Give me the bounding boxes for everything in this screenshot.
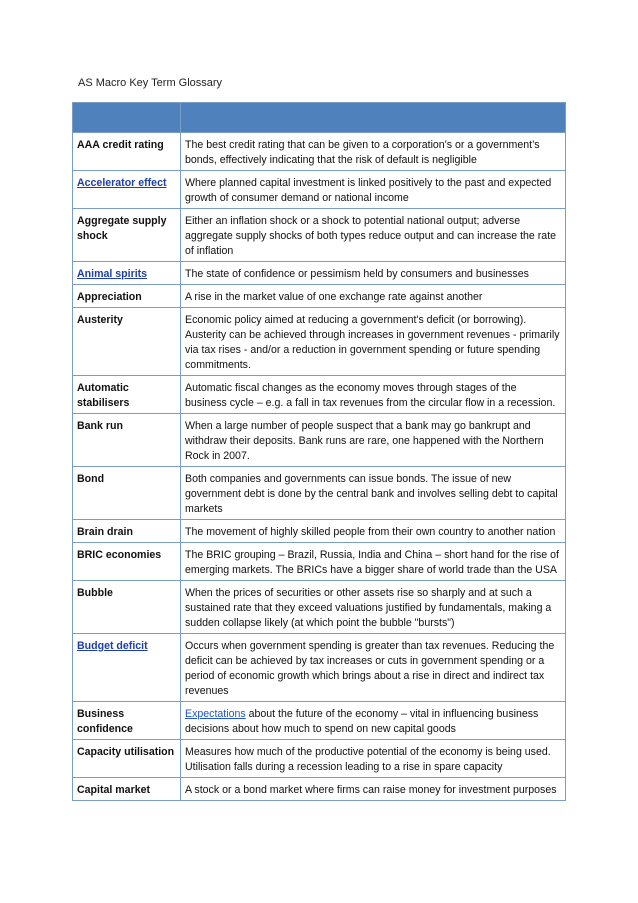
term-cell xyxy=(73,171,181,209)
table-row xyxy=(73,262,566,285)
term-cell: Bank run xyxy=(73,414,181,467)
term-link[interactable]: Animal spirits xyxy=(77,268,148,280)
definition-cell xyxy=(181,702,566,740)
document-title: AS Macro Key Term Glossary xyxy=(78,77,223,89)
table-row xyxy=(73,702,566,740)
term-link[interactable]: Budget deficit xyxy=(77,640,148,652)
definition-cell: A stock or a bond market where firms can raise money for investment purposes xyxy=(181,778,566,801)
term-cell xyxy=(73,262,181,285)
definition-cell: Occurs when government spending is greater than tax revenues. Reducing the deficit can be achieved by tax increases or cuts in government spending or a period of economic growth which brings about a rise in direct and indirect tax revenues xyxy=(181,634,566,702)
definition-cell: The state of confidence or pessimism held by consumers and businesses xyxy=(181,262,566,285)
term-cell: Aggregate supply shock xyxy=(73,209,181,262)
definition-cell: Automatic fiscal changes as the economy moves through stages of the business cycle – e.g. a fall in tax revenues from the circular flow in a recession. xyxy=(181,376,566,414)
definition-link[interactable]: Expectations xyxy=(185,708,246,720)
definition-text: about the future of the economy – vital in influencing business decisions about how much to spend on new capital goods xyxy=(185,708,539,735)
table-row xyxy=(73,740,566,778)
definition-cell: The best credit rating that can be given to a corporation's or a government’s bonds, effectively indicating that the risk of default is negligible xyxy=(181,133,566,171)
term-cell: Bubble xyxy=(73,581,181,634)
term-link[interactable]: Accelerator effect xyxy=(77,177,167,189)
term-cell: Capital market xyxy=(73,778,181,801)
term-cell: Austerity xyxy=(73,308,181,376)
table-row xyxy=(73,543,566,581)
definition-cell: When the prices of securities or other assets rise so sharply and at such a sustained rate that they exceed valuations justified by fundamentals, making a sudden collapse likely (at which point the bubble "bursts") xyxy=(181,581,566,634)
table-row xyxy=(73,467,566,520)
term-cell: BRIC economies xyxy=(73,543,181,581)
header-cell-term xyxy=(73,103,181,133)
definition-cell: Economic policy aimed at reducing a government's deficit (or borrowing). Austerity can be achieved through increases in government revenues - primarily via tax rises - and/or a reduction in government spending or future spending commitments. xyxy=(181,308,566,376)
table-row xyxy=(73,133,566,171)
table-row xyxy=(73,778,566,801)
table-row xyxy=(73,520,566,543)
definition-cell: When a large number of people suspect that a bank may go bankrupt and withdraw their deposits. Bank runs are rare, one happened with the Northern Rock in 2007. xyxy=(181,414,566,467)
definition-cell: The BRIC grouping – Brazil, Russia, India and China – short hand for the rise of emerging markets. The BRICs have a bigger share of world trade than the USA xyxy=(181,543,566,581)
term-cell: Capacity utilisation xyxy=(73,740,181,778)
table-header-row xyxy=(73,103,566,133)
term-cell: Bond xyxy=(73,467,181,520)
header-cell-definition xyxy=(181,103,566,133)
table-row xyxy=(73,414,566,467)
table-row xyxy=(73,634,566,702)
definition-cell: Where planned capital investment is linked positively to the past and expected growth of consumer demand or national income xyxy=(181,171,566,209)
term-cell: Appreciation xyxy=(73,285,181,308)
table-row xyxy=(73,376,566,414)
table-row xyxy=(73,308,566,376)
definition-cell: A rise in the market value of one exchange rate against another xyxy=(181,285,566,308)
definition-cell: Both companies and governments can issue bonds. The issue of new government debt is done by the central bank and involves selling debt to capital markets xyxy=(181,467,566,520)
table-row xyxy=(73,285,566,308)
term-cell xyxy=(73,634,181,702)
table-row xyxy=(73,171,566,209)
term-cell: Business confidence xyxy=(73,702,181,740)
definition-cell: Either an inflation shock or a shock to potential national output; adverse aggregate supply shocks of both types reduce output and can increase the rate of inflation xyxy=(181,209,566,262)
term-cell: Automatic stabilisers xyxy=(73,376,181,414)
glossary-table xyxy=(72,102,566,801)
term-cell: AAA credit rating xyxy=(73,133,181,171)
term-cell: Brain drain xyxy=(73,520,181,543)
table-row xyxy=(73,209,566,262)
definition-cell: The movement of highly skilled people from their own country to another nation xyxy=(181,520,566,543)
definition-cell: Measures how much of the productive potential of the economy is being used. Utilisation falls during a recession leading to a rise in spare capacity xyxy=(181,740,566,778)
table-row xyxy=(73,581,566,634)
